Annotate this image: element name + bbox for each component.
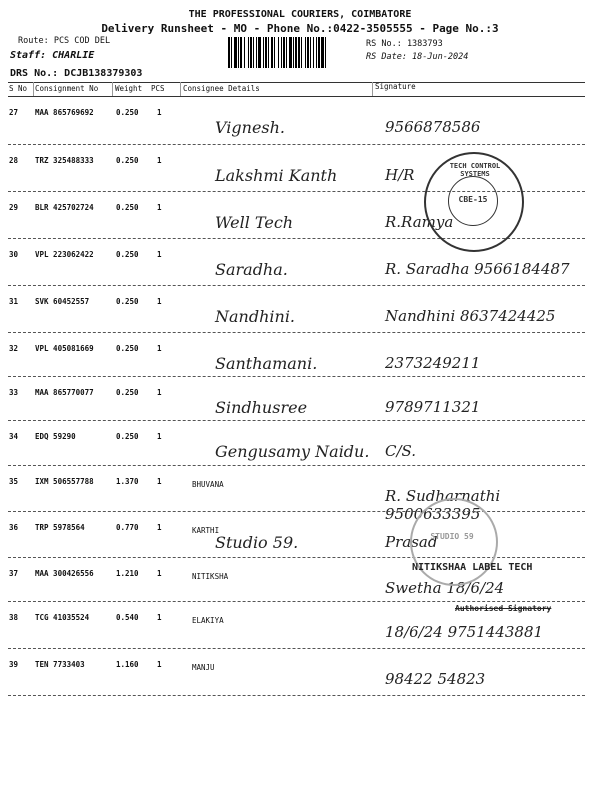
runsheet-subtitle: Delivery Runsheet - MO - Phone No.:0422-3505555 - Page No.:3 <box>101 22 499 35</box>
row-consignment-no: TCG 41035524 <box>35 613 90 622</box>
row-pcs: 1 <box>157 523 162 532</box>
row-weight: 0.540 <box>116 613 139 622</box>
row-pcs: 1 <box>157 388 162 397</box>
row-handwritten-consignee: Lakshmi Kanth <box>215 166 338 185</box>
row-weight: 1.210 <box>116 569 139 578</box>
row-consignment-no: TRZ 325488333 <box>35 156 94 165</box>
col-divider <box>180 82 181 96</box>
row-weight: 0.250 <box>116 344 139 353</box>
row-weight: 1.160 <box>116 660 139 669</box>
row-pcs: 1 <box>157 660 162 669</box>
col-header-consignment: Consignment No <box>35 84 99 93</box>
route-label: Route: PCS COD DEL <box>18 36 111 46</box>
row-consignee: BHUVANA <box>192 480 224 489</box>
col-header-sno: S No <box>9 84 28 93</box>
row-consignment-no: IXM 506557788 <box>35 477 94 486</box>
row-separator <box>8 332 585 333</box>
col-divider <box>112 82 113 96</box>
row-separator <box>8 601 585 602</box>
row-pcs: 1 <box>157 297 162 306</box>
row-separator <box>8 376 585 377</box>
col-header-weight: Weight <box>115 84 143 93</box>
row-consignment-no: BLR 425702724 <box>35 203 94 212</box>
row-sno: 34 <box>9 432 19 441</box>
row-handwritten-signature: Prasad <box>385 533 438 551</box>
row-handwritten-consignee: Santhamani. <box>215 354 318 373</box>
row-sno: 30 <box>9 250 19 259</box>
row-sno: 33 <box>9 388 19 397</box>
row-pcs: 1 <box>157 344 162 353</box>
row-sno: 38 <box>9 613 19 622</box>
row-pcs: 1 <box>157 569 162 578</box>
row-handwritten-signature: Nandhini 8637424425 <box>385 307 556 325</box>
company-title: THE PROFESSIONAL COURIERS, COIMBATORE <box>188 9 412 20</box>
row-handwritten-signature: Swetha 18/6/24 <box>385 579 505 597</box>
row-consignment-no: TRP 5978564 <box>35 523 85 532</box>
row-separator <box>8 695 585 696</box>
row-weight: 0.250 <box>116 108 139 117</box>
row-sno: 37 <box>9 569 19 578</box>
row-consignment-no: MAA 865769692 <box>35 108 94 117</box>
row-consignment-no: TEN 7733403 <box>35 660 85 669</box>
row-handwritten-signature: R. Saradha 9566184487 <box>385 260 570 278</box>
row-handwritten-signature: R.Ramya <box>385 213 454 231</box>
row-consignee: MANJU <box>192 663 215 672</box>
row-pcs: 1 <box>157 203 162 212</box>
row-sno: 36 <box>9 523 19 532</box>
authorised-signatory-text: Authorised Signatory <box>455 604 552 613</box>
row-pcs: 1 <box>157 613 162 622</box>
row-consignment-no: MAA 865770077 <box>35 388 94 397</box>
row-handwritten-consignee: Vignesh. <box>215 118 286 137</box>
row-weight: 0.250 <box>116 297 139 306</box>
staff-label: Staff: CHARLIE <box>10 50 95 61</box>
row-consignee: KARTHI <box>192 526 220 535</box>
row-weight: 0.250 <box>116 203 139 212</box>
tech-control-stamp-text: TECH CONTROL SYSTEMS <box>449 162 501 178</box>
drs-number: DRS No.: DCJB138379303 <box>10 68 143 79</box>
barcode <box>228 37 361 68</box>
row-sno: 31 <box>9 297 19 306</box>
row-weight: 0.250 <box>116 388 139 397</box>
row-consignment-no: VPL 223062422 <box>35 250 94 259</box>
row-pcs: 1 <box>157 108 162 117</box>
col-divider <box>372 82 373 96</box>
row-sno: 27 <box>9 108 19 117</box>
row-sno: 39 <box>9 660 19 669</box>
row-handwritten-signature: H/R <box>385 166 415 184</box>
row-pcs: 1 <box>157 432 162 441</box>
row-separator <box>8 285 585 286</box>
col-header-pcs: PCS <box>151 84 165 93</box>
row-separator <box>8 511 585 512</box>
row-handwritten-signature: 9566878586 <box>385 118 481 136</box>
col-divider <box>33 82 34 96</box>
row-consignee: ELAKIYA <box>192 616 224 625</box>
row-handwritten-signature: 98422 54823 <box>385 670 486 688</box>
tech-control-stamp-code: CBE-15 <box>458 195 488 204</box>
row-consignment-no: MAA 300426556 <box>35 569 94 578</box>
row-consignment-no: SVK 60452557 <box>35 297 90 306</box>
row-weight: 0.250 <box>116 156 139 165</box>
row-sno: 28 <box>9 156 19 165</box>
nitiksha-stamp-text: NITIKSHAA LABEL TECH <box>412 562 533 573</box>
row-handwritten-signature: 2373249211 <box>385 354 481 372</box>
row-handwritten-consignee: Nandhini. <box>215 307 296 326</box>
col-header-consignee: Consignee Details <box>183 84 260 93</box>
table-top-rule <box>8 82 585 83</box>
row-handwritten-signature: 18/6/24 9751443881 <box>385 623 544 641</box>
row-separator <box>8 420 585 421</box>
row-sno: 32 <box>9 344 19 353</box>
row-pcs: 1 <box>157 156 162 165</box>
rs-date: RS Date: 18-Jun-2024 <box>366 52 469 62</box>
studio-stamp-text: STUDIO 59 <box>430 532 474 541</box>
row-separator <box>8 648 585 649</box>
row-consignment-no: EDQ 59290 <box>35 432 76 441</box>
row-sno: 29 <box>9 203 19 212</box>
rs-number: RS No.: 1383793 <box>366 39 443 49</box>
row-weight: 0.250 <box>116 250 139 259</box>
row-consignment-no: VPL 405081669 <box>35 344 94 353</box>
row-handwritten-consignee: Well Tech <box>215 213 294 232</box>
row-handwritten-signature: 9789711321 <box>385 398 481 416</box>
row-pcs: 1 <box>157 250 162 259</box>
row-separator <box>8 465 585 466</box>
row-separator <box>8 557 585 558</box>
row-handwritten-consignee: Saradha. <box>215 260 288 279</box>
row-weight: 0.770 <box>116 523 139 532</box>
row-handwritten-consignee: Sindhusree <box>215 398 308 417</box>
row-pcs: 1 <box>157 477 162 486</box>
row-weight: 1.370 <box>116 477 139 486</box>
row-handwritten-signature: C/S. <box>385 442 417 460</box>
col-header-signature: Signature <box>375 82 416 91</box>
row-separator <box>8 144 585 145</box>
row-handwritten-consignee: Studio 59. <box>215 533 299 552</box>
row-handwritten-consignee: Gengusamy Naidu. <box>215 442 370 461</box>
row-sno: 35 <box>9 477 19 486</box>
header-bottom-rule <box>8 96 585 97</box>
row-consignee: NITIKSHA <box>192 572 229 581</box>
row-weight: 0.250 <box>116 432 139 441</box>
row-handwritten-signature: R. Sudharnathi 9500633395 <box>385 487 501 523</box>
